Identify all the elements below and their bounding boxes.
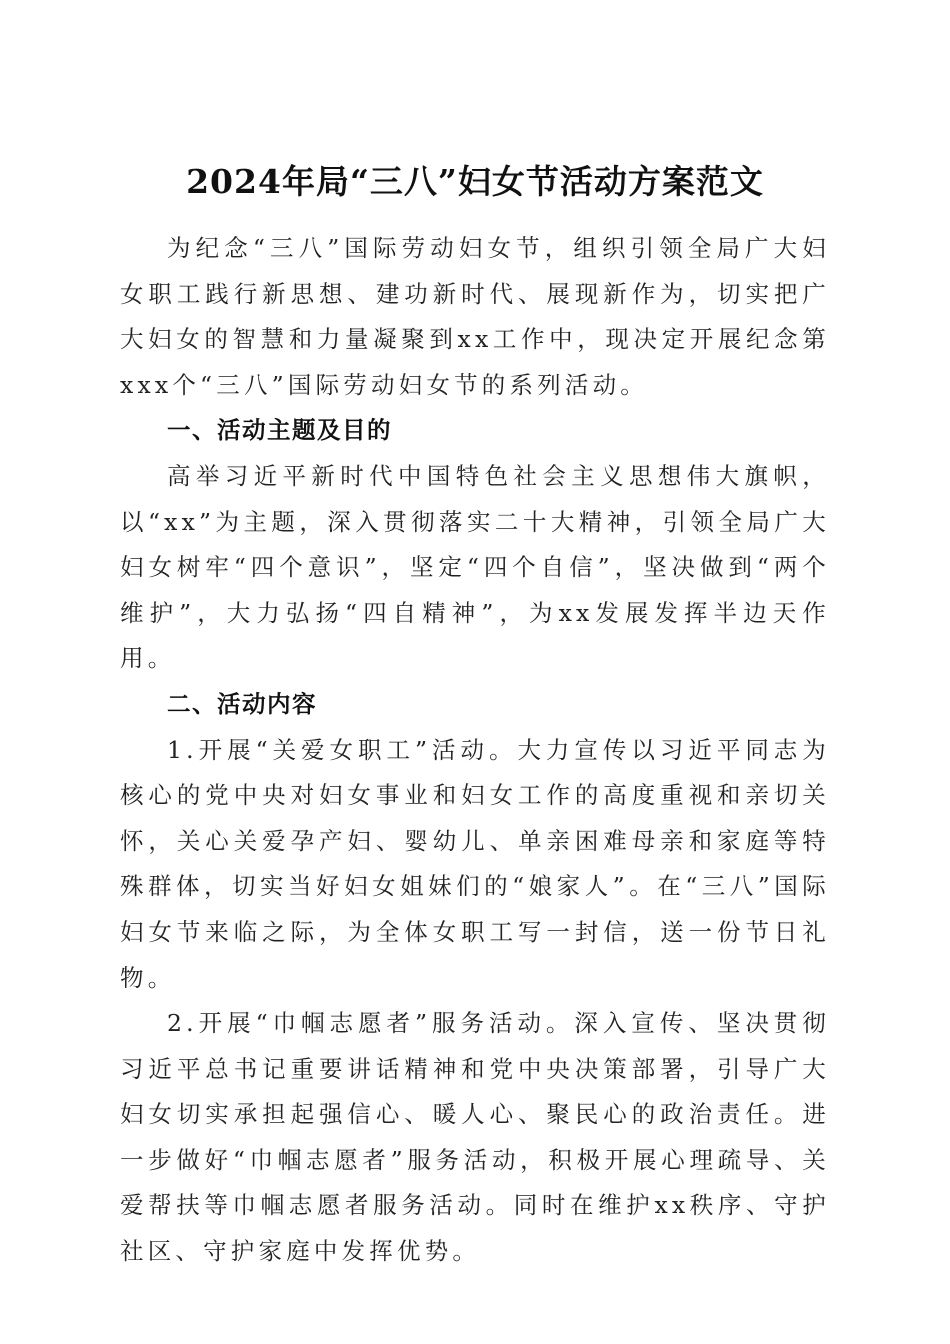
- theme-paragraph: 高举习近平新时代中国特色社会主义思想伟大旗帜，以“xx”为主题，深入贯彻落实二十大精神，引领全局广大妇女树牢“四个意识”，坚定“四个自信”，坚决做到“两个维护”，大力弘扬“四自精神”，为xx发展发挥半边天作用。: [120, 461, 830, 673]
- section-heading-content: 二、活动内容: [167, 689, 317, 718]
- content-item-2: 2.开展“巾帼志愿者”服务活动。深入宣传、坚决贯彻习近平总书记重要讲话精神和党中央决策部署，引导广大妇女切实承担起强信心、暖人心、聚民心的政治责任。进一步做好“巾帼志愿者”服务活动，积极开展心理疏导、关爱帮扶等巾帼志愿者服务活动。同时在维护xx秩序、守护社区、守护家庭中发挥优势。: [120, 1009, 830, 1266]
- content-item-1: 1.开展“关爱女职工”活动。大力宣传以习近平同志为核心的党中央对妇女事业和妇女工作的高度重视和亲切关怀，关心关爱孕产妇、婴幼儿、单亲困难母亲和家庭等特殊群体，切实当好妇女姐妹们的“娘家人”。在“三八”国际妇女节来临之际，为全体女职工写一封信，送一份节日礼物。: [120, 735, 830, 992]
- document-title: 2024年局“三八”妇女节活动方案范文: [186, 162, 764, 202]
- intro-paragraph: 为纪念“三八”国际劳动妇女节，组织引领全局广大妇女职工践行新思想、建功新时代、展现新作为，切实把广大妇女的智慧和力量凝聚到xx工作中，现决定开展纪念第xxx个“三八”国际劳动妇女节的系列活动。: [120, 234, 830, 399]
- section-heading-theme: 一、活动主题及目的: [167, 416, 392, 445]
- document-body: [120, 226, 830, 1275]
